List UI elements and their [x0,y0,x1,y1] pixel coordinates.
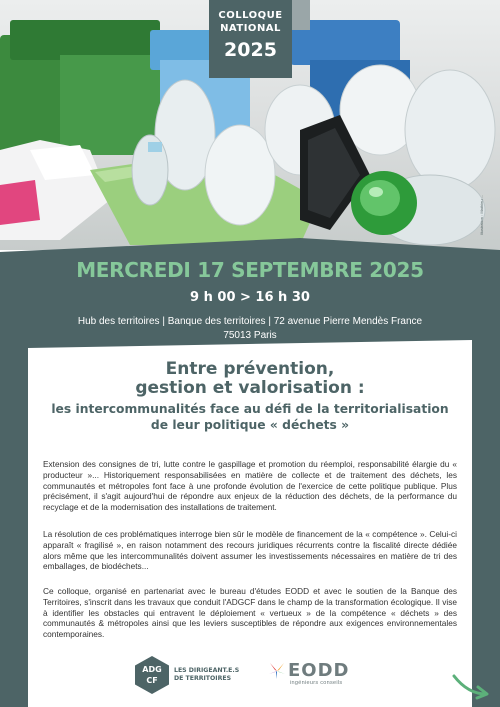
adgcf-logo [133,655,253,695]
adgcf-letters-top: ADG [142,665,162,674]
adgcf-letters-bottom: CF [146,676,158,685]
subtitle-line-1: les intercommunalités face au défi de la territorialisation [51,402,449,416]
adgcf-hexagon-icon [133,655,171,695]
body-paragraph-3: Ce colloque, organisé en partenariat avec le bureau d'études EODD et avec le soutien de la Banque des Territoires, s'inscrit dans les travaux que conduit l'ADGCF dans le champ de la transformation écologique. Il vise à identifier les obstacles qui entravent le déploiement « vertueux » de la compétence « déchets » des communautés & métropoles ainsi que les leviers susceptibles de répondre aux exigences environnementales contemporaines. [43,586,457,640]
page-title [28,360,472,398]
event-time: 9 h 00 > 16 h 30 [190,290,310,305]
subtitle-line-2: de leur politique « déchets » [150,418,350,432]
adgcf-tagline [174,667,254,683]
body-paragraph-1: Extension des consignes de tri, lutte contre le gaspillage et promotion du réemploi, responsabilité élargie du « producteur »... Historiquement responsabilisées en matière de collecte et de traitement des déchets, les communautés et métropoles font face à une profonde évolution de l'exercice de cette politique publique. Plus précisément, il s'agit aujourd'hui de répondre aux enjeux de la réduction des déchets, de la performance du recyclage et de la modernisation des installations de traitement. [43,459,457,513]
badge-year: 2025 [224,39,277,61]
badge-line-1: COLLOQUE [218,10,283,21]
adgcf-line-2: DE TERRITOIRES [174,675,232,682]
page-subtitle [28,401,472,433]
badge-line-2: NATIONAL [220,23,281,34]
venue-line-1: Hub des territoires | Banque des territoires | 72 avenue Pierre Mendès France [77,316,423,327]
eodd-tagline: ingénieurs conseils [290,680,343,686]
eodd-name: EODD [288,660,350,681]
eodd-star-icon [268,662,286,680]
title-line-2: gestion et valorisation : [135,378,365,398]
event-venue [0,315,500,343]
venue-line-2: 75013 Paris [223,330,277,341]
event-date: MERCREDI 17 SEPTEMBRE 2025 [76,258,424,282]
title-line-1: Entre prévention, [165,359,335,379]
body-paragraph-2: La résolution de ces problématiques interroge bien sûr le modèle de financement de la « compétence ». Celui-ci apparaît « fragilisé », en raison notamment des recours juridiques récurrents contre la fiscalité directe dédiée alors même que les intercommunalités doivent assumer les investissements nécessaires en matière de tri des emballages, de biodéchets... [43,529,457,572]
adgcf-line-1: LES DIRIGEANT.E.S [174,667,240,674]
photo-credit: Illustration : Mathieu ... [479,195,484,236]
eodd-logo [268,660,368,690]
colloque-badge [209,0,292,78]
arrow-right-icon[interactable] [452,670,492,700]
